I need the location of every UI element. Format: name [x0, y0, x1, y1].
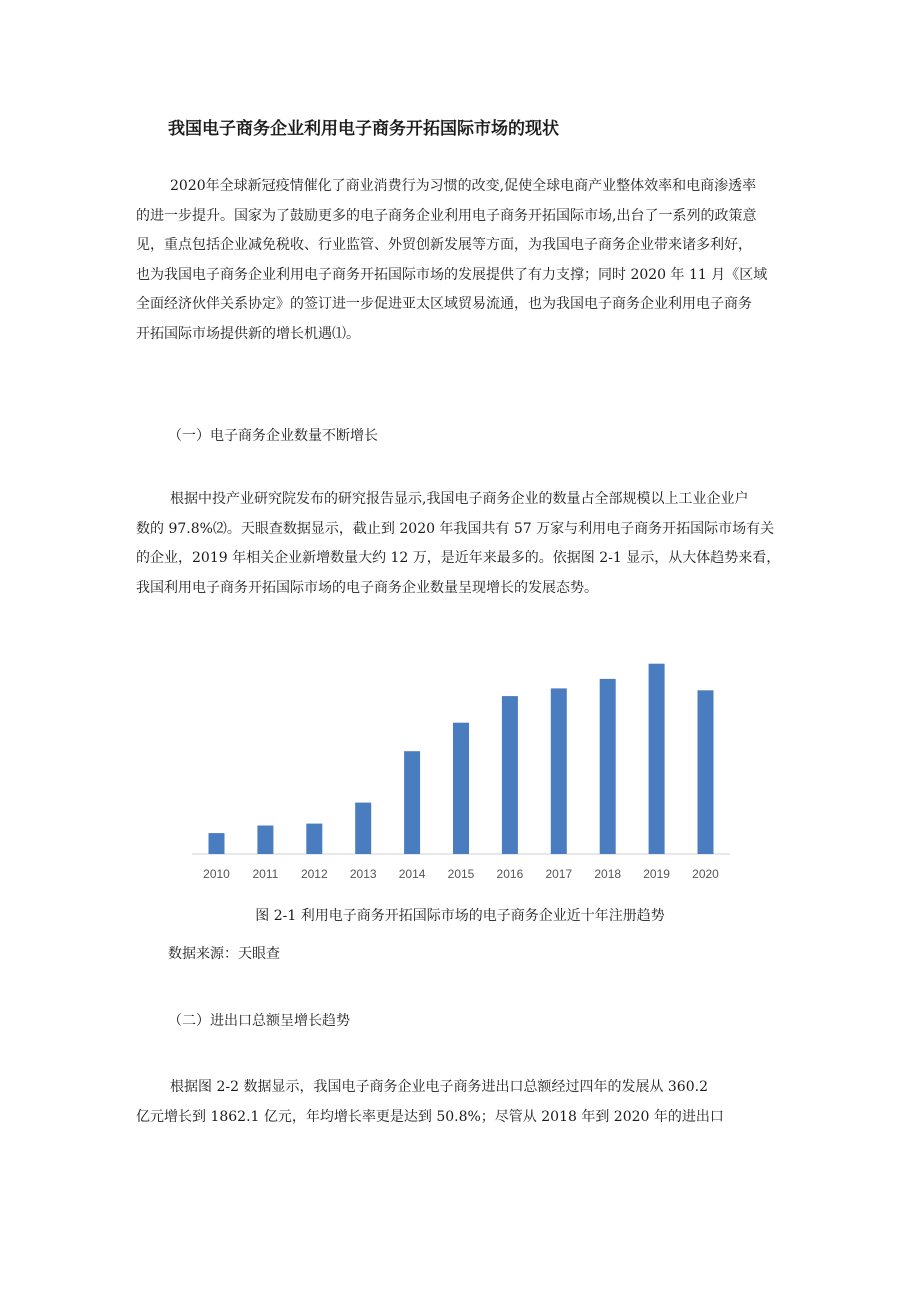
section-heading-2: （二）进出口总额呈增长趋势 [168, 1013, 350, 1029]
data-source: 数据来源：天眼查 [168, 946, 280, 962]
text-line: 全面经济伙伴关系协定》的签订进一步促进亚太区域贸易流通，也为我国电子商务企业利用电子商务 [136, 296, 752, 312]
text-line: 2020年全球新冠疫情催化了商业消费行为习惯的改变,促使全球电商产业整体效率和电商渗透率 [170, 178, 757, 194]
bar-2011 [257, 826, 273, 855]
figure-caption: 图 2-1 利用电子商务开拓国际市场的电子商务企业近十年注册趋势 [255, 908, 665, 924]
bar-2012 [306, 824, 322, 854]
page-title: 我国电子商务企业利用电子商务开拓国际市场的现状 [168, 119, 559, 139]
text-line: 的进一步提升。国家为了鼓励更多的电子商务企业利用电子商务开拓国际市场,出台了一系列的政策意 [136, 207, 757, 224]
bar-2015 [453, 723, 469, 854]
text-line: 也为我国电子商务企业利用电子商务开拓国际市场的发展提供了有力支撑；同时 2020 年 11 月《区域 [136, 266, 768, 283]
bar-2010 [209, 833, 225, 854]
x-tick-label: 2010 [203, 867, 230, 881]
paragraph-trade-volume [136, 1073, 786, 1132]
text-line: 开拓国际市场提供新的增长机遇⑴。 [136, 325, 360, 342]
x-tick-label: 2017 [545, 867, 573, 881]
paragraph-intro [136, 172, 786, 349]
text-line: 亿元增长到 1862.1 亿元，年均增长率更是达到 50.8%；尽管从 2018 年到 2020 年的进出口 [136, 1108, 724, 1125]
x-tick-label: 2011 [252, 867, 279, 881]
bar-chart [186, 648, 736, 888]
bar-2018 [600, 679, 616, 854]
x-tick-label: 2012 [300, 867, 328, 881]
x-tick-label: 2018 [594, 867, 622, 881]
bar-2016 [502, 696, 518, 854]
text-line: 根据图 2-2 数据显示，我国电子商务企业电子商务进出口总额经过四年的发展从 360.2 [170, 1079, 708, 1095]
x-tick-label: 2014 [398, 867, 426, 881]
bar-2013 [355, 803, 371, 854]
text-line: 我国利用电子商务开拓国际市场的电子商务企业数量呈现增长的发展态势。 [136, 579, 598, 596]
text-line: 见，重点包括企业减免税收、行业监管、外贸创新发展等方面，为我国电子商务企业带来诸多利好， [136, 237, 752, 253]
x-tick-label: 2015 [447, 867, 475, 881]
text-line: 的企业，2019 年相关企业新增数量大约 12 万，是近年来最多的。依据图 2-1 显示，从大体趋势来看， [136, 550, 781, 566]
text-line: 数的 97.8%⑵。天眼查数据显示，截止到 2020 年我国共有 57 万家与利用电子商务开拓国际市场有关 [136, 520, 775, 537]
bar-2017 [551, 688, 567, 854]
section-heading-1: （一）电子商务企业数量不断增长 [168, 428, 378, 444]
x-tick-label: 2013 [349, 867, 377, 881]
text-line: 根据中投产业研究院发布的研究报告显示,我国电子商务企业的数量占全部规模以上工业企业户 [170, 491, 749, 507]
x-tick-label: 2019 [643, 867, 670, 881]
x-tick-label: 2020 [692, 867, 719, 881]
x-tick-label: 2016 [496, 867, 524, 881]
bar-2019 [649, 664, 665, 854]
bar-2020 [698, 690, 714, 854]
paragraph-enterprise-count [136, 485, 786, 603]
bar-2014 [404, 751, 420, 854]
